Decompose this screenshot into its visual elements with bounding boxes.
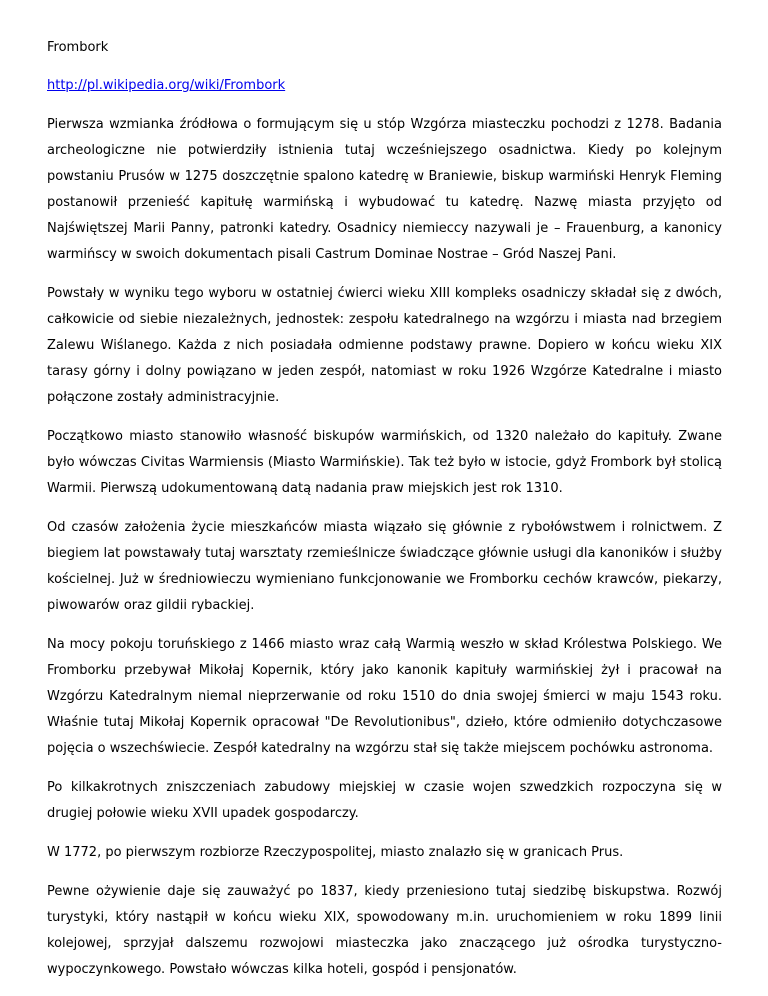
paragraph-8: Pewne ożywienie daje się zauważyć po 1837, kiedy przeniesiono tutaj siedzibę biskupstwa. Rozwój turystyki, który nastąpił w końcu wieku XIX, spowodowany m.in. uruchomieniem w roku 1899 linii kolejowej, sprzyjał dalszemu rozwojowi miasteczka jako znaczącego już ośrodka turystyczno-wypoczynkowego. Powstało wówczas kilka hoteli, gospód i pensjonatów. [47,884,722,977]
document-title: Frombork [47,40,109,55]
paragraph-5: Na mocy pokoju toruńskiego z 1466 miasto wraz całą Warmią weszło w skład Królestwa Polskiego. We Fromborku przebywał Mikołaj Kopernik, który jako kanonik kapituły warmińskiej żył i pracował na Wzgórzu Katedralnym niemal nieprzerwanie od roku 1510 do dnia swojej śmierci w maju 1543 roku. Właśnie tutaj Mikołaj Kopernik opracował "De Revolutionibus", dzieło, które odmieniło dotychczasowe pojęcia o wszechświecie. Zespół katedralny na wzgórzu stał się także miejscem pochówku astronoma. [47,637,722,756]
paragraph-6: Po kilkakrotnych zniszczeniach zabudowy miejskiej w czasie wojen szwedzkich rozpoczyna się w drugiej połowie wieku XVII upadek gospodarczy. [47,780,722,821]
paragraph-4: Od czasów założenia życie mieszkańców miasta wiązało się głównie z rybołówstwem i rolnictwem. Z biegiem lat powstawały tutaj warsztaty rzemieślnicze świadczące głównie usługi dla kanoników i służby kościelnej. Już w średniowieczu wymieniano funkcjonowanie we Fromborku cechów krawców, piekarzy, piwowarów oraz gildii rybackiej. [47,520,722,613]
wikipedia-link[interactable]: http://pl.wikipedia.org/wiki/Frombork [47,78,286,93]
paragraph-7: W 1772, po pierwszym rozbiorze Rzeczypospolitej, miasto znalazło się w granicach Prus. [47,845,624,860]
paragraph-2: Powstały w wyniku tego wyboru w ostatniej ćwierci wieku XIII kompleks osadniczy składał się z dwóch, całkowicie od siebie niezależnych, jednostek: zespołu katedralnego na wzgórzu i miasta nad brzegiem Zalewu Wiślanego. Każda z nich posiadała odmienne podstawy prawne. Dopiero w końcu wieku XIX tarasy górny i dolny powiązano w jeden zespół, natomiast w roku 1926 Wzgórze Katedralne i miasto połączone zostały administracyjnie. [47,286,722,405]
paragraph-1: Pierwsza wzmianka źródłowa o formującym się u stóp Wzgórza miasteczku pochodzi z 1278. Badania archeologiczne nie potwierdziły istnienia tutaj wcześniejszego osadnictwa. Kiedy po kolejnym powstaniu Prusów w 1275 doszczętnie spalono katedrę w Braniewie, biskup warmiński Henryk Fleming postanowił przenieść kapitułę warmińską i wybudować tu katedrę. Nazwę miasta przyjęto od Najświętszej Marii Panny, patronki katedry. Osadnicy niemieccy nazywali je – Frauenburg, a kanonicy warmińscy w swoich dokumentach pisali Castrum Dominae Nostrae – Gród Naszej Pani. [47,117,722,262]
document-page [47,38,722,996]
paragraph-3: Początkowo miasto stanowiło własność biskupów warmińskich, od 1320 należało do kapituły. Zwane było wówczas Civitas Warmiensis (Miasto Warmińskie). Tak też było w istocie, gdyż Frombork był stolicą Warmii. Pierwszą udokumentowaną datą nadania praw miejskich jest rok 1310. [47,429,722,496]
